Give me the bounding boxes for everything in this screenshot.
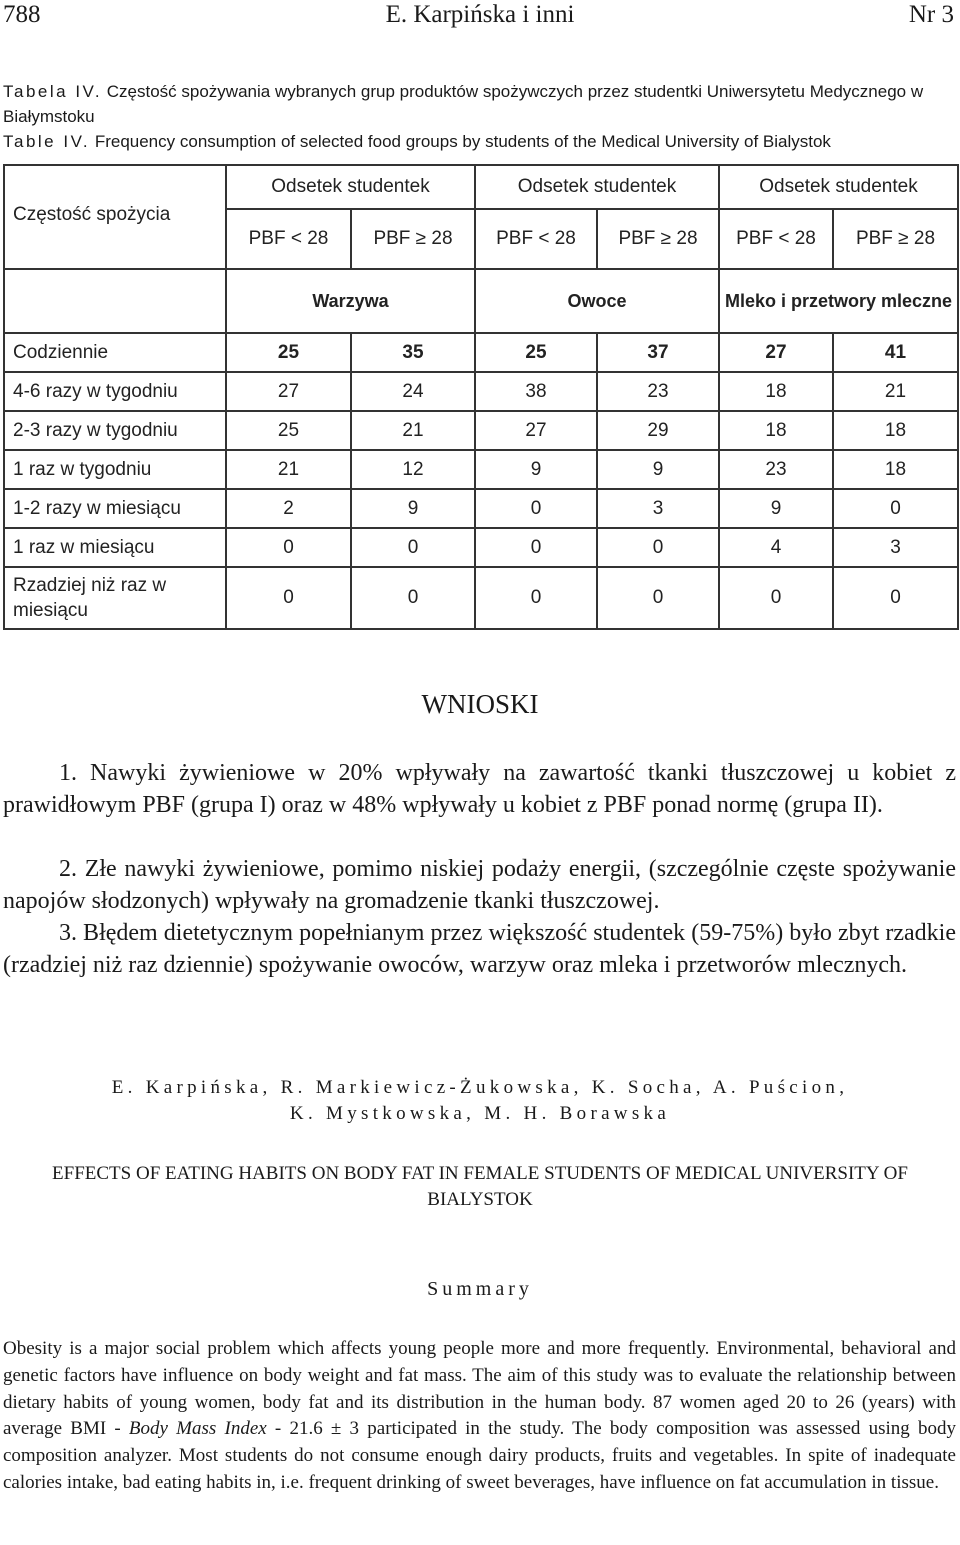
table-cell: 18: [719, 411, 833, 450]
table-cell: 25: [475, 333, 597, 372]
frequency-column-header: Częstość spożycia: [4, 165, 226, 269]
table-cell: 18: [833, 450, 958, 489]
conclusion-text: 2. Złe nawyki żywieniowe, pomimo niskiej podaży energii, (szczególnie częste spożywanie napojów słodzonych) wpływały na gromadzenie tkanki tłuszczowej.: [3, 856, 956, 914]
table-row: [4, 489, 958, 528]
table-cell: 4: [719, 528, 833, 567]
pbf-header: PBF < 28: [226, 209, 351, 269]
row-label: Rzadziej niż raz w miesiącu: [4, 567, 226, 629]
table-cell: 3: [597, 489, 719, 528]
table-cell: 27: [475, 411, 597, 450]
row-label: Codziennie: [4, 333, 226, 372]
table-cell: 21: [351, 411, 475, 450]
empty-cell: [4, 269, 226, 333]
table-cell: 3: [833, 528, 958, 567]
pbf-header: PBF < 28: [719, 209, 833, 269]
table-cell: 0: [226, 567, 351, 629]
table-cell: 25: [226, 411, 351, 450]
table-cell: 0: [833, 489, 958, 528]
table-cell: 12: [351, 450, 475, 489]
food-group-dairy: Mleko i przetwory mleczne: [719, 269, 958, 333]
row-label: 1 raz w miesiącu: [4, 528, 226, 567]
table-caption-polish: [3, 79, 958, 129]
table-cell: 23: [719, 450, 833, 489]
authors-line: K. Mystkowska, M. H. Borawska: [289, 1103, 671, 1124]
row-label: 2-3 razy w tygodniu: [4, 411, 226, 450]
conclusion-paragraph: [3, 757, 956, 821]
pbf-header: PBF ≥ 28: [351, 209, 475, 269]
running-head-authors: E. Karpińska i inni: [385, 1, 575, 28]
page-header: [0, 0, 960, 34]
page-number: 788: [3, 1, 41, 28]
table-cell: 9: [719, 489, 833, 528]
caption-text-polish: Częstość spożywania wybranych grup produktów spożywczych przez studentki Uniwersytetu Medycznego w Białymstoku: [3, 82, 924, 126]
table-cell: 29: [597, 411, 719, 450]
table-row: [4, 567, 958, 629]
table-row: [4, 333, 958, 372]
group-header-dairy: Odsetek studentek: [719, 165, 958, 209]
english-title: EFFECTS OF EATING HABITS ON BODY FAT IN FEMALE STUDENTS OF MEDICAL UNIVERSITY OF BIALYSTOK: [52, 1163, 908, 1210]
table-cell: 0: [475, 567, 597, 629]
table-cell: 9: [351, 489, 475, 528]
table-cell: 0: [597, 528, 719, 567]
table-cell: 0: [226, 528, 351, 567]
row-label: 1-2 razy w miesiącu: [4, 489, 226, 528]
table-row: [4, 450, 958, 489]
table-cell: 25: [226, 333, 351, 372]
table-cell: 0: [719, 567, 833, 629]
caption-text-english: Frequency consumption of selected food groups by students of the Medical University of Bialystok: [90, 132, 831, 151]
caption-label-polish: Tabela IV.: [3, 82, 103, 101]
table-cell: 27: [226, 372, 351, 411]
food-group-vegetables: Warzywa: [226, 269, 475, 333]
conclusion-paragraph: [3, 917, 956, 981]
table-row: [4, 372, 958, 411]
conclusion-text: 1. Nawyki żywieniowe w 20% wpływały na zawartość tkanki tłuszczowej u kobiet z prawidłowym PBF (grupa I) oraz w 48% wpływały u kobiet z PBF ponad normę (grupa II).: [3, 760, 956, 818]
summary-paragraph: [3, 1336, 956, 1497]
table-cell: 18: [833, 411, 958, 450]
table-row: [4, 528, 958, 567]
table-cell: 0: [475, 489, 597, 528]
caption-label-english: Table IV.: [3, 132, 91, 151]
frequency-table: [3, 164, 959, 630]
table-cell: 23: [597, 372, 719, 411]
table-cell: 38: [475, 372, 597, 411]
summary-text: - 21.6 ± 3 participated in the study. The body composition was assessed using body composition analyzer. Most students do not consume enough dairy products, fruits and vegetables. In spite of inadequate calories intake, bad eating habits in, i.e. frequent drinking of sweet beverages, have influence on fat accumulation in tissue.: [3, 1418, 956, 1493]
table-row: [4, 411, 958, 450]
food-group-fruits: Owoce: [475, 269, 719, 333]
summary-text: Obesity is a major social problem which affects young people more and more frequently. Environmental, behavioral and genetic factors have influence on body weight and fat mass. The aim of this study was to evaluate the relationship between dietary habits of young women, body fat and its distribution in the human body. 87 women aged 20 to 26 (years) with average BMI -: [3, 1338, 956, 1440]
table-cell: 0: [475, 528, 597, 567]
table-cell: 37: [597, 333, 719, 372]
food-group-row: [4, 269, 958, 333]
table-cell: 18: [719, 372, 833, 411]
row-label: 1 raz w tygodniu: [4, 450, 226, 489]
table-cell: 2: [226, 489, 351, 528]
pbf-header: PBF < 28: [475, 209, 597, 269]
table-cell: 24: [351, 372, 475, 411]
conclusions-heading: WNIOSKI: [421, 689, 539, 719]
table-cell: 9: [475, 450, 597, 489]
table-header-row: [4, 165, 958, 209]
table-cell: 0: [351, 528, 475, 567]
table-cell: 27: [719, 333, 833, 372]
english-authors: [0, 1075, 960, 1127]
table-caption-english: [3, 129, 958, 154]
table-cell: 21: [226, 450, 351, 489]
pbf-header: PBF ≥ 28: [833, 209, 958, 269]
pbf-header: PBF ≥ 28: [597, 209, 719, 269]
authors-line: E. Karpińska, R. Markiewicz-Żukowska, K. Socha, A. Puścion,: [111, 1077, 849, 1098]
table-cell: 41: [833, 333, 958, 372]
row-label: 4-6 razy w tygodniu: [4, 372, 226, 411]
table-captions: [3, 79, 958, 154]
table-cell: 9: [597, 450, 719, 489]
table-cell: 35: [351, 333, 475, 372]
summary-italic-term: Body Mass Index: [128, 1418, 267, 1440]
table-cell: 0: [597, 567, 719, 629]
table-cell: 0: [351, 567, 475, 629]
table-cell: 0: [833, 567, 958, 629]
conclusion-text: 3. Błędem dietetycznym popełnianym przez większość studentek (59-75%) było zbyt rzadkie (rzadziej niż raz dziennie) spożywanie owoców, warzyw oraz mleka i przetworów mlecznych.: [3, 920, 956, 978]
table-cell: 21: [833, 372, 958, 411]
group-header-vegetables: Odsetek studentek: [226, 165, 475, 209]
group-header-fruits: Odsetek studentek: [475, 165, 719, 209]
summary-heading: Summary: [427, 1278, 533, 1300]
conclusion-paragraph: [3, 853, 956, 917]
issue-number: Nr 3: [908, 1, 954, 28]
